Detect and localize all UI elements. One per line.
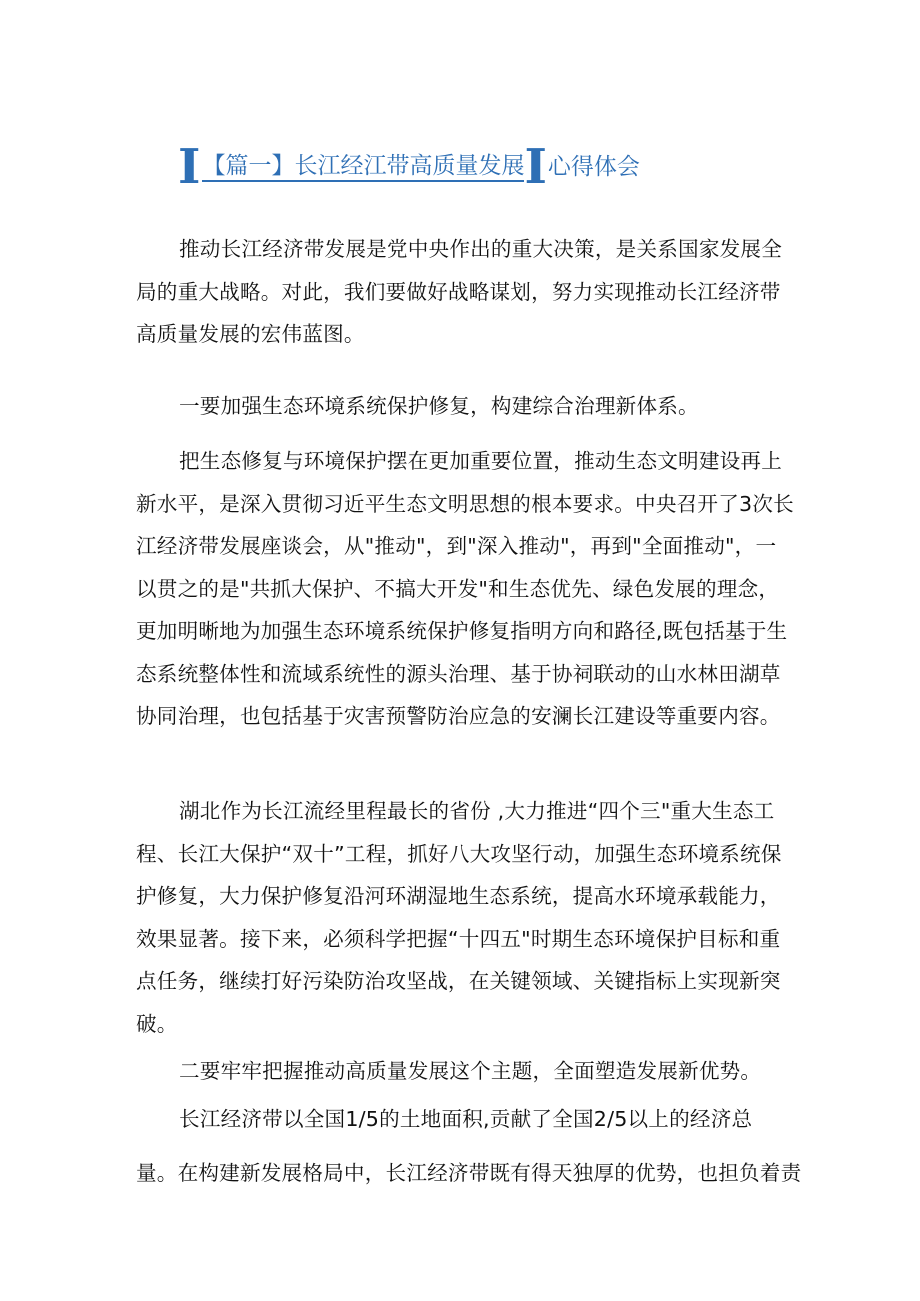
paragraph-continued: 量。在构建新发展格局中，长江经济带既有得天独厚的优势，也担负着责 bbox=[136, 1161, 802, 1185]
paragraph-economy: 长江经济带以全国1/5的土地面积,贡献了全国2/5以上的经济总 bbox=[179, 1107, 753, 1131]
title-link[interactable]: 【篇一】长江经江带高质量发展 bbox=[202, 152, 524, 182]
paragraph-hubei: 湖北作为长江流经里程最长的省份 ,大力推进“四个三"重大生态工程、长江大保护“双十”工程，抓好八大攻坚行动，加强生态环境系统保护修复，大力保护修复沿河环湖湿地生态系统，提高水环境承载能力，效果显著。接下来，必须科学把握“十四五"时期生态环境保护目标和重点任务，继续打好污染防治攻坚战，在关键领域、关键指标上实现新突破。 bbox=[136, 799, 782, 1036]
paragraph-point-two: 二要牢牢把握推动高质量发展这个主题，全面塑造发展新优势。 bbox=[179, 1059, 762, 1083]
title-suffix: 心得体会 bbox=[547, 154, 640, 180]
paragraph-ecology: 把生态修复与环境保护摆在更加重要位置，推动生态文明建设再上新水平，是深入贯彻习近平生态文明思想的根本要求。中央召开了3次长江经济带发展座谈会，从"推动"，到"深入推动"，再到"全面推动"，一以贯之的是"共抓大保护、不搞大开发"和生态优先、绿色发展的理念，更加明晰地为加强生态环境系统保护修复指明方向和路径,既包括基于生态系统整体性和流域系统性的源头治理、基于协祠联动的山水林田湖草协同治理，也包括基于灾害预警防治应急的安澜长江建设等重要内容。 bbox=[136, 449, 794, 728]
paragraph-point-one: 一要加强生态环境系统保护修复，构建综合治理新体系。 bbox=[179, 394, 699, 418]
document-title bbox=[178, 139, 640, 195]
title-mark-left: I bbox=[178, 139, 201, 195]
title-mark-right: I bbox=[524, 139, 547, 195]
paragraph-intro: 推动长江经济带发展是党中央作出的重大决策，是关系国家发展全局的重大战略。对此，我们要做好战略谋划，努力实现推动长江经济带高质量发展的宏伟蓝图。 bbox=[136, 237, 783, 346]
